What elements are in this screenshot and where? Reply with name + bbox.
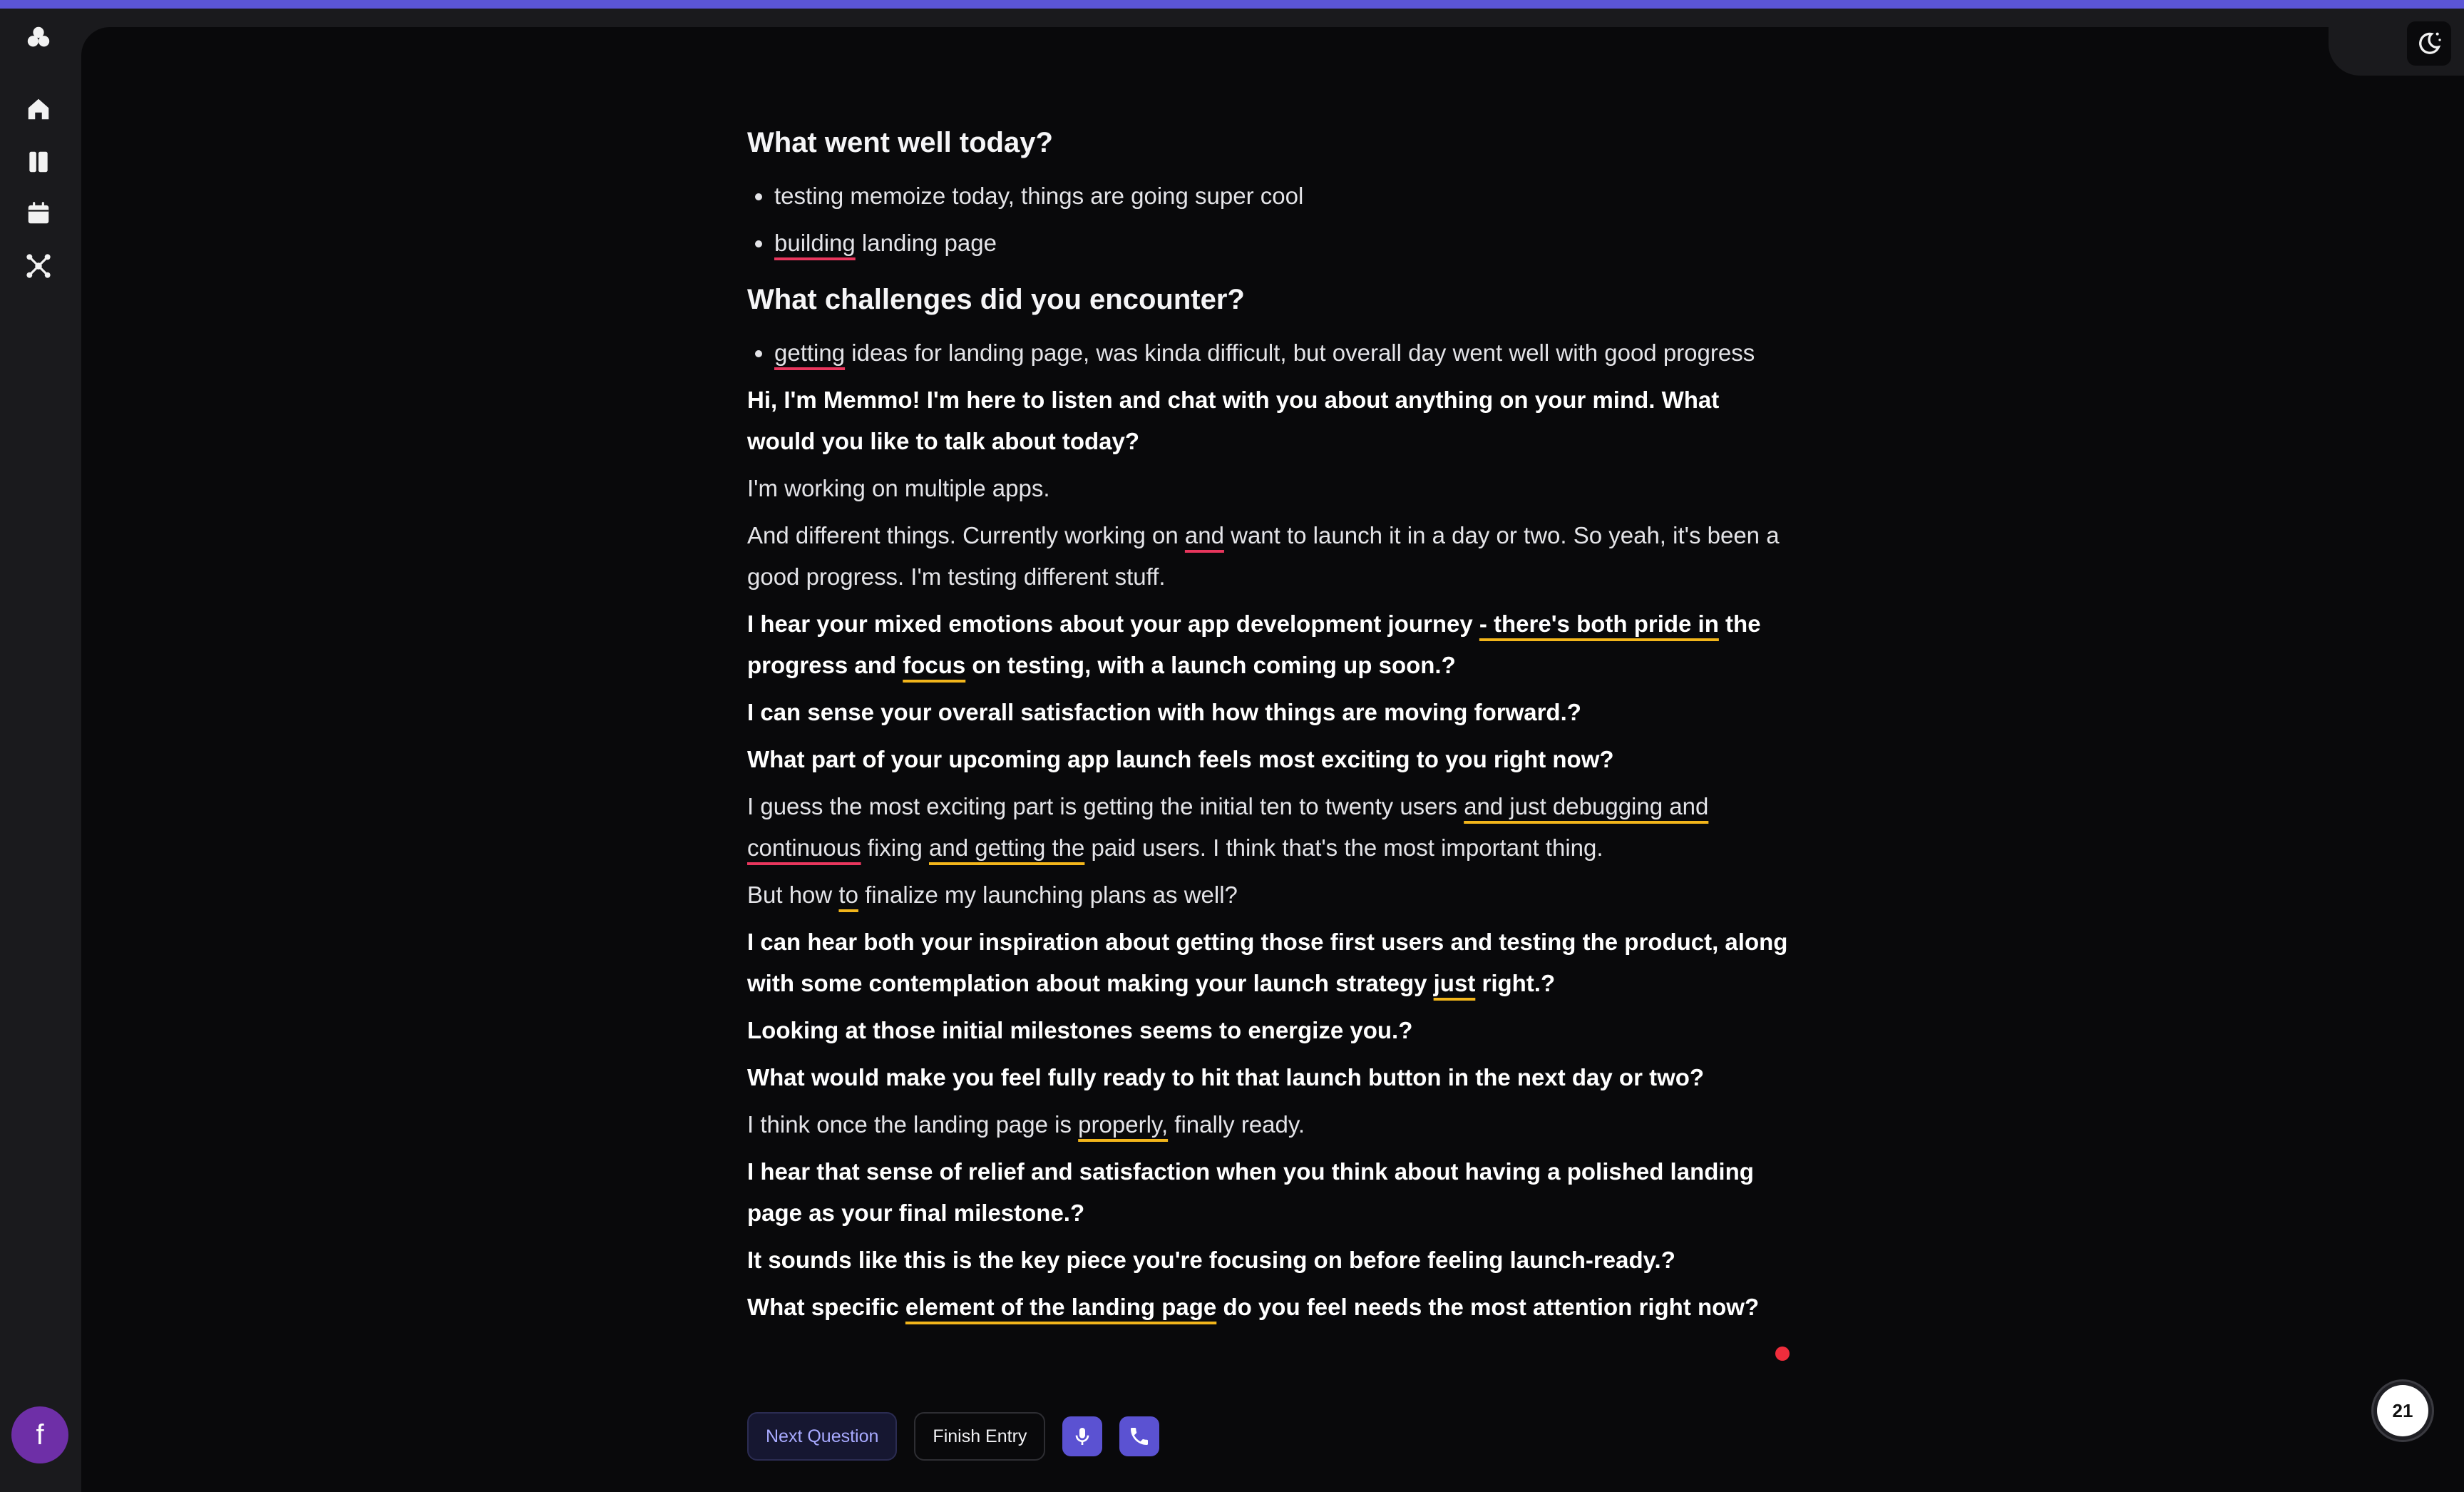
- grammar-suggestion[interactable]: to: [838, 882, 858, 908]
- journal-entry: [747, 120, 1788, 1334]
- ai-message: What part of your upcoming app launch feels most exciting to you right now?: [747, 746, 1614, 772]
- spelling-suggestion[interactable]: getting: [774, 339, 846, 366]
- finish-entry-button[interactable]: Finish Entry: [914, 1412, 1045, 1461]
- avatar[interactable]: [11, 1406, 68, 1463]
- user-message: I think once the landing page is properly, finally ready.: [747, 1111, 1305, 1138]
- list-item: [774, 223, 1788, 264]
- grammar-suggestion[interactable]: just: [1433, 970, 1476, 996]
- ai-message: I hear that sense of relief and satisfaction when you think about having a polished landing page as your final milestone.?: [747, 1158, 1754, 1226]
- user-message: But how to finalize my launching plans as well?: [747, 882, 1238, 908]
- ai-message: Looking at those initial milestones seems to energize you.?: [747, 1017, 1413, 1043]
- journal-icon[interactable]: [21, 144, 56, 180]
- ai-message: What specific element of the landing page do you feel needs the most attention right now?: [747, 1294, 1760, 1320]
- avatar-initial: f: [36, 1419, 44, 1451]
- spelling-suggestion[interactable]: and: [1184, 522, 1224, 548]
- ai-message: I can hear both your inspiration about getting those first users and testing the product, along with some contemplation about making your launch strategy just right.?: [747, 929, 1788, 996]
- progress-badge[interactable]: [2377, 1385, 2428, 1436]
- theme-toggle-button[interactable]: [2407, 21, 2451, 66]
- user-message: I'm working on multiple apps.: [747, 475, 1050, 501]
- moon-icon: [2415, 29, 2443, 58]
- grammar-suggestion[interactable]: element of the landing page: [905, 1294, 1217, 1320]
- list-item: [774, 332, 1788, 374]
- badge-count: 21: [2392, 1399, 2413, 1421]
- home-icon[interactable]: [21, 91, 56, 127]
- spelling-suggestion[interactable]: building: [774, 230, 856, 256]
- top-accent-bar: [0, 0, 2464, 9]
- sidebar: [0, 9, 81, 1492]
- text: ideas for landing page, was kinda difficult, but overall day went well with good progress: [845, 339, 1755, 366]
- question-heading: What went well today?: [747, 127, 1053, 158]
- answer-list: [747, 175, 1788, 264]
- ai-message: It sounds like this is the key piece you're focusing on before feeling launch-ready.?: [747, 1247, 1675, 1273]
- grammar-suggestion[interactable]: and getting the: [929, 834, 1085, 861]
- next-question-button[interactable]: Next Question: [747, 1412, 897, 1461]
- grammar-suggestion[interactable]: focus: [903, 652, 966, 678]
- user-message: I guess the most exciting part is getting the initial ten to twenty users and just debugging and continuous fixing and getting the paid users. I think that's the most important thing.: [747, 793, 1709, 861]
- question-heading: What challenges did you encounter?: [747, 284, 1245, 315]
- voice-call-button[interactable]: [1119, 1416, 1159, 1456]
- grammar-suggestion[interactable]: and just debugging and: [1464, 793, 1709, 819]
- text: testing memoize today, things are going super cool: [774, 183, 1304, 209]
- voice-record-button[interactable]: [1062, 1416, 1102, 1456]
- spelling-suggestion[interactable]: continuous: [747, 834, 861, 861]
- logo-icon[interactable]: [21, 20, 56, 56]
- user-message: And different things. Currently working on and want to launch it in a day or two. So yeah, it's been a good progress. I'm testing different stuff.: [747, 522, 1780, 590]
- ai-message: I can sense your overall satisfaction with how things are moving forward.?: [747, 699, 1581, 725]
- network-icon[interactable]: [21, 248, 56, 284]
- phone-icon: [1128, 1425, 1151, 1448]
- text: landing page: [855, 230, 997, 256]
- recording-indicator: [1775, 1347, 1790, 1361]
- ai-message: Hi, I'm Memmo! I'm here to listen and chat with you about anything on your mind. What would you like to talk about today?: [747, 387, 1720, 454]
- ai-message: I hear your mixed emotions about your app development journey - there's both pride in the progress and focus on testing, with a launch coming up soon.?: [747, 610, 1761, 678]
- grammar-suggestion[interactable]: - there's both pride in: [1479, 610, 1719, 637]
- ai-message: What would make you feel fully ready to hit that launch button in the next day or two?: [747, 1064, 1705, 1090]
- calendar-icon[interactable]: [21, 195, 56, 231]
- entry-actions: [747, 1412, 1159, 1461]
- answer-list: [747, 332, 1788, 374]
- mic-icon: [1071, 1425, 1094, 1448]
- list-item: [774, 175, 1788, 217]
- grammar-suggestion[interactable]: properly,: [1078, 1111, 1169, 1138]
